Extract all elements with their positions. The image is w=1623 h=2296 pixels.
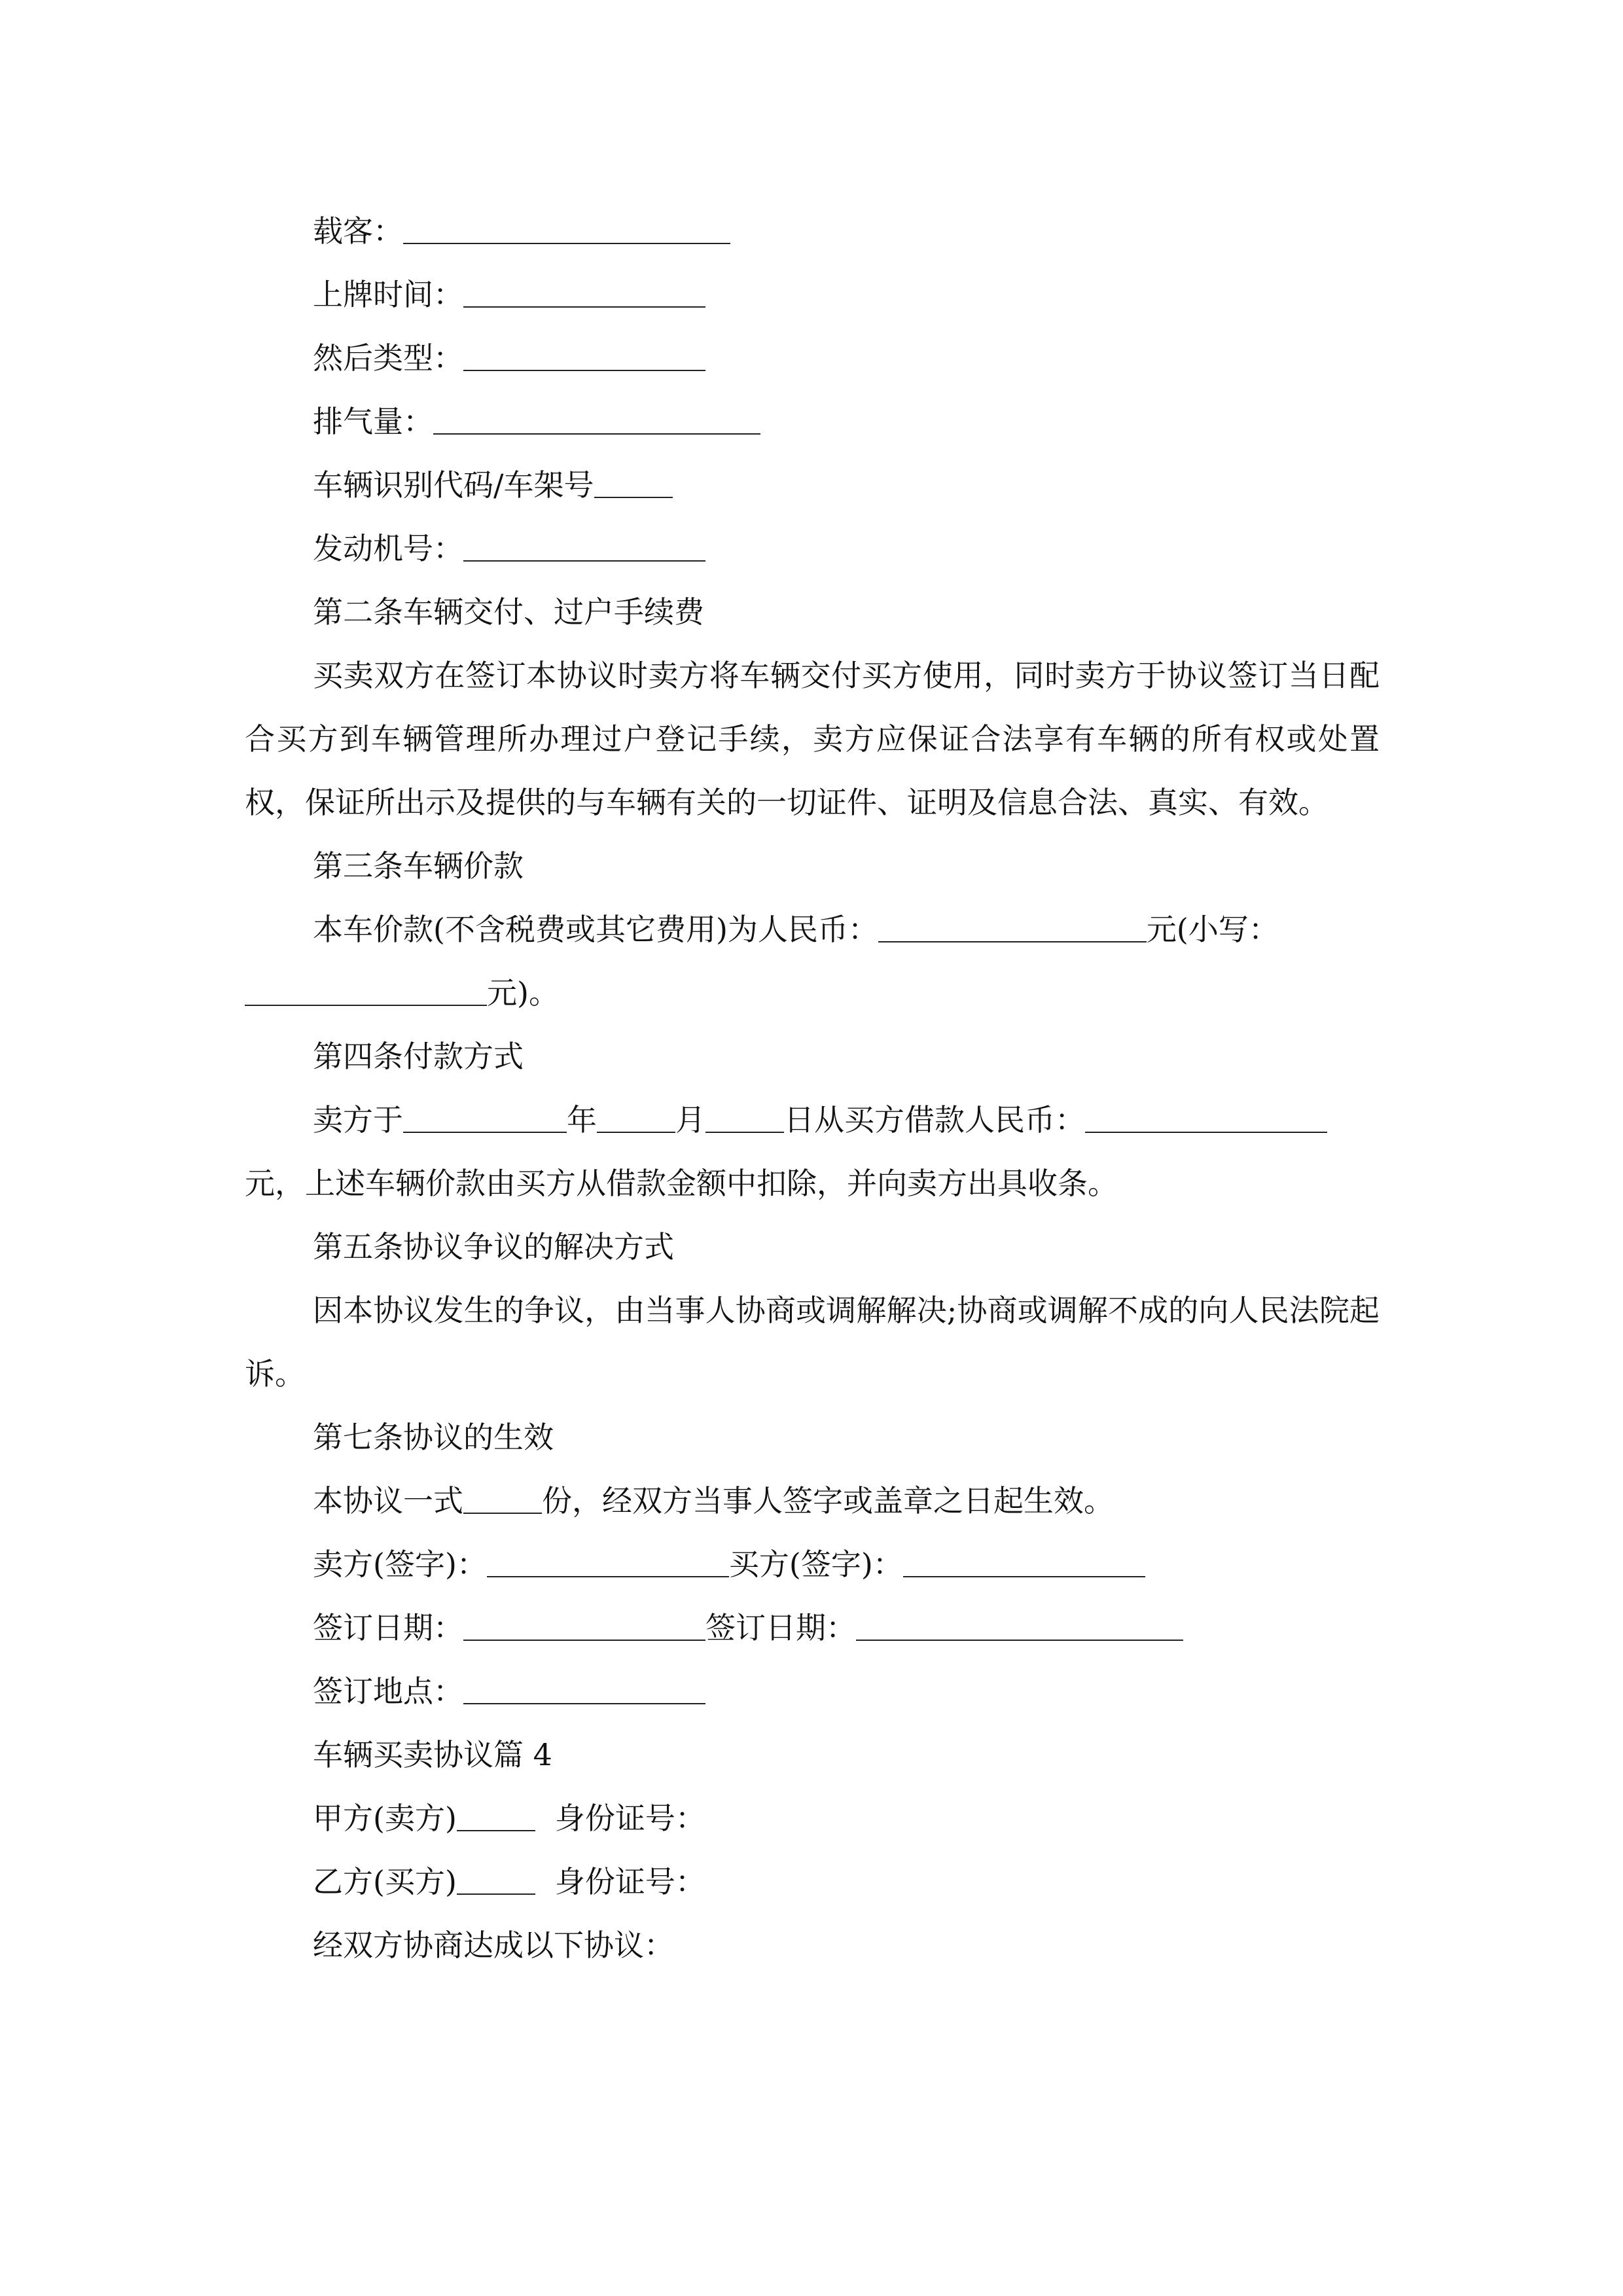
year-label: 年 <box>567 1102 597 1138</box>
party-a-id-label: 身份证号： <box>554 1801 705 1836</box>
signature-line <box>245 1533 1380 1596</box>
party-a-line <box>245 1787 1380 1850</box>
article-3-small-label: 元(小写： <box>1146 912 1279 947</box>
passengers-line <box>245 200 1380 263</box>
article-3-small-line <box>245 961 1380 1025</box>
article-3-end-label: 元)。 <box>487 975 559 1011</box>
copies-blank[interactable] <box>463 1512 542 1514</box>
vin-label: 车辆识别代码/车架号 <box>313 467 594 503</box>
engine-no-label: 发动机号： <box>313 531 463 566</box>
article-3-price-label: 本车价款(不含税费或其它费用)为人民币： <box>313 912 878 947</box>
article-2-body: 买卖双方在签订本协议时卖方将车辆交付买方使用，同时卖方于协议签订当日配合买方到车辆管理所办理过户登记手续，卖方应保证合法享有车辆的所有权或处置权，保证所出示及提供的与车辆有关的一切证件、证明及信息合法、真实、有效。 <box>245 658 1380 820</box>
party-b-line <box>245 1850 1380 1914</box>
displacement-label: 排气量： <box>313 404 433 439</box>
party-a-blank[interactable] <box>457 1829 535 1831</box>
sign-date-label-2: 签订日期： <box>705 1610 856 1645</box>
plate-date-blank[interactable] <box>463 306 705 308</box>
sign-date-line <box>245 1596 1380 1660</box>
engine-no-blank[interactable] <box>463 560 705 562</box>
day-blank[interactable] <box>705 1131 784 1133</box>
party-a-label: 甲方(卖方) <box>313 1801 457 1836</box>
sign-date-blank-2[interactable] <box>856 1639 1183 1641</box>
article-5-title: 第五条协议争议的解决方式 <box>313 1229 674 1265</box>
article-2-title: 第二条车辆交付、过户手续费 <box>313 594 704 630</box>
plate-date-label: 上牌时间： <box>313 277 463 312</box>
article-3-title: 第三条车辆价款 <box>313 848 524 884</box>
article-3-price-line <box>245 898 1380 961</box>
then-type-blank[interactable] <box>463 369 705 371</box>
party-b-id-label: 身份证号： <box>554 1864 705 1899</box>
price-small-blank[interactable] <box>245 1004 487 1006</box>
displacement-blank[interactable] <box>433 433 760 435</box>
month-blank[interactable] <box>597 1131 675 1133</box>
buyer-sign-label: 买方(签字)： <box>728 1547 903 1582</box>
sign-date-label-1: 签订日期： <box>313 1610 463 1645</box>
engine-no-line <box>245 517 1380 581</box>
seller-sign-blank[interactable] <box>487 1575 729 1577</box>
sign-date-blank-1[interactable] <box>463 1639 705 1641</box>
loan-amount-blank[interactable] <box>1085 1131 1327 1133</box>
then-type-label: 然后类型： <box>313 340 463 376</box>
article-7-copies-line <box>245 1469 1380 1533</box>
sign-place-label: 签订地点： <box>313 1674 463 1709</box>
buyer-sign-blank[interactable] <box>903 1575 1145 1577</box>
month-label: 月 <box>675 1102 705 1138</box>
article-7-copies-label: 本协议一式 <box>313 1483 463 1518</box>
year-blank[interactable] <box>403 1131 567 1133</box>
section-title: 车辆买卖协议篇 4 <box>313 1737 552 1772</box>
passengers-label: 载客： <box>313 213 403 249</box>
article-4-seller-label: 卖方于 <box>313 1102 403 1138</box>
document-body <box>245 200 1380 1977</box>
price-uppercase-blank[interactable] <box>878 941 1147 942</box>
party-b-label: 乙方(买方) <box>313 1864 457 1899</box>
plate-date-line <box>245 263 1380 327</box>
article-7-effect-label: 份，经双方当事人签字或盖章之日起生效。 <box>542 1483 1114 1518</box>
vin-blank[interactable] <box>594 496 673 498</box>
article-4-text-line: 元，上述车辆价款由买方从借款金额中扣除，并向卖方出具收条。 <box>245 1166 1118 1201</box>
article-4-loan-label: 日从买方借款人民币： <box>784 1102 1085 1138</box>
displacement-line <box>245 390 1380 454</box>
sign-place-blank[interactable] <box>463 1702 705 1704</box>
seller-sign-label: 卖方(签字)： <box>313 1547 487 1582</box>
vin-line <box>245 454 1380 517</box>
sign-place-line <box>245 1660 1380 1723</box>
article-5-body: 因本协议发生的争议，由当事人协商或调解解决;协商或调解不成的向人民法院起诉。 <box>245 1293 1380 1391</box>
article-4-date-line <box>245 1088 1380 1152</box>
then-type-line <box>245 327 1380 390</box>
agreement-line: 经双方协商达成以下协议： <box>313 1928 674 1963</box>
article-4-title: 第四条付款方式 <box>313 1039 524 1074</box>
party-b-blank[interactable] <box>457 1893 535 1895</box>
passengers-blank[interactable] <box>403 242 730 244</box>
article-7-title: 第七条协议的生效 <box>313 1420 554 1455</box>
